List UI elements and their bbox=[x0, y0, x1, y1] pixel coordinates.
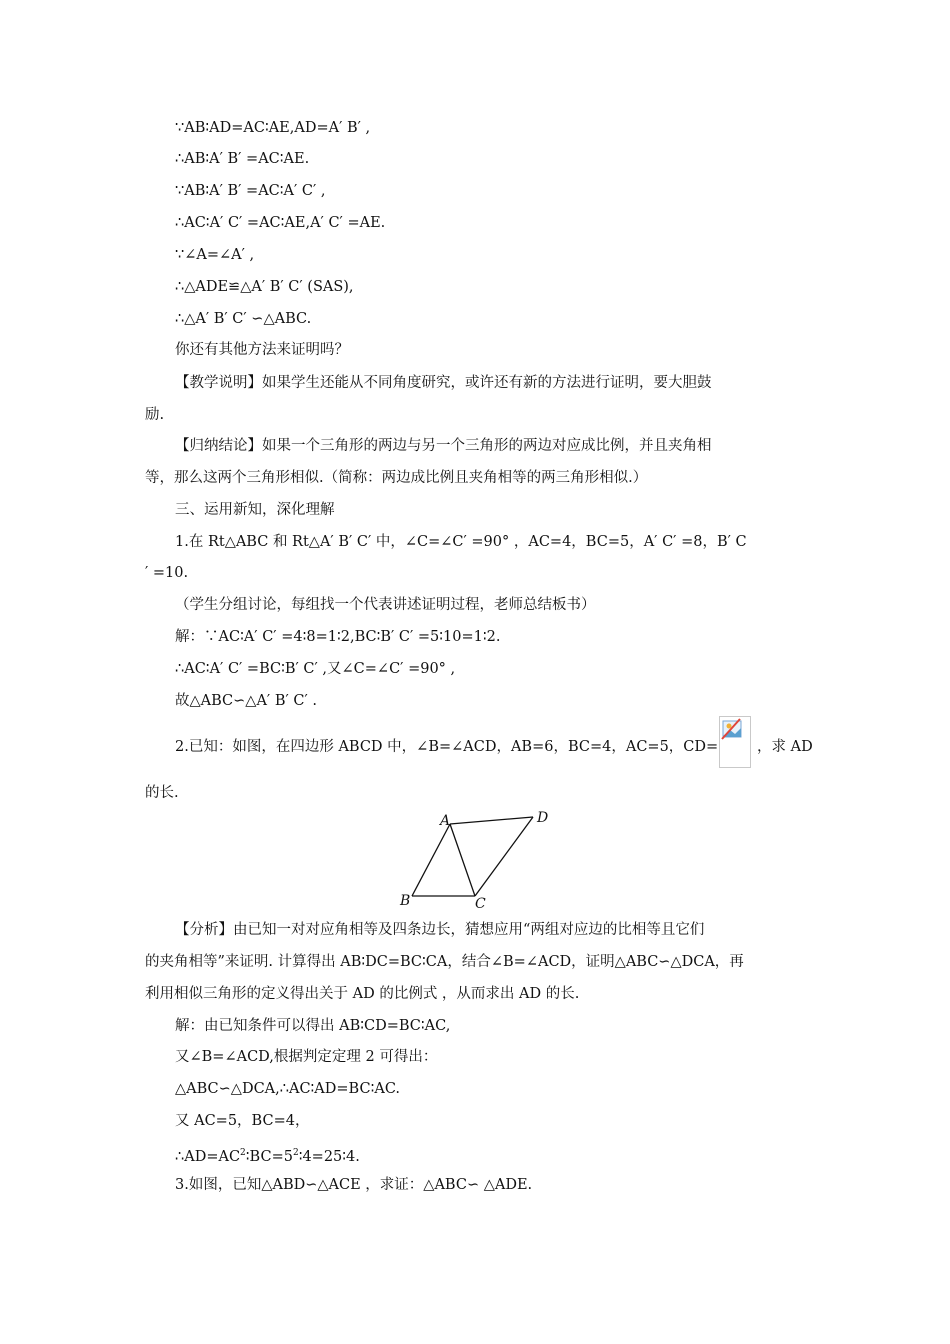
proof-line-6: ∴△ADE≌△A′ B′ C′ (SAS), bbox=[175, 279, 354, 295]
q2-solution-3: △ABC∽△DCA,∴AC∶AD=BC∶AC. bbox=[175, 1081, 401, 1097]
broken-image-icon bbox=[719, 716, 751, 768]
q1-line-1: 1.在 Rt△ABC 和 Rt△A′ B′ C′ 中，∠C=∠C′ =90° ，AC=4，BC=5，A′ C′ =8，B′ C bbox=[175, 534, 747, 550]
q2-line-1-after: ，求 AD bbox=[757, 739, 813, 755]
analysis-line-1: 【分析】由已知一对对应角相等及四条边长，猜想应用“两组对应边的比相等且它们 bbox=[175, 922, 705, 938]
q2-sol5-post: ∶4=25∶4. bbox=[298, 1148, 360, 1165]
q1-discussion: （学生分组讨论，每组找一个代表讲述证明过程，老师总结板书） bbox=[175, 597, 596, 613]
question-other-method: 你还有其他方法来证明吗？ bbox=[175, 342, 349, 358]
proof-line-4: ∴AC∶A′ C′ =AC∶AE,A′ C′ =AE. bbox=[175, 215, 386, 231]
proof-line-3: ∵AB∶A′ B′ =AC∶A′ C′ , bbox=[175, 183, 326, 199]
proof-line-5: ∵∠A=∠A′ , bbox=[175, 247, 255, 263]
vertex-label-c: C bbox=[475, 896, 486, 910]
conclusion-line-1: 【归纳结论】如果一个三角形的两边与另一个三角形的两边对应成比例，并且夹角相 bbox=[175, 438, 712, 454]
teaching-note-line-1: 【教学说明】如果学生还能从不同角度研究，或许还有新的方法进行证明，要大胆鼓 bbox=[175, 375, 712, 391]
conclusion-line-2: 等，那么这两个三角形相似.（简称：两边成比例且夹角相等的两三角形相似.） bbox=[145, 470, 648, 486]
proof-line-2: ∴AB∶A′ B′ =AC∶AE. bbox=[175, 151, 310, 167]
quadrilateral-figure bbox=[395, 805, 565, 910]
q1-solution-3: 故△ABC∽△A′ B′ C′ . bbox=[175, 693, 317, 709]
q2-sol5-pre: ∴AD=AC bbox=[175, 1148, 241, 1165]
q1-solution-1: 解：∵AC∶A′ C′ =4∶8=1∶2,BC∶B′ C′ =5∶10=1∶2. bbox=[175, 629, 501, 645]
vertex-label-a: A bbox=[440, 813, 451, 829]
vertex-label-b: B bbox=[400, 893, 411, 909]
edge-cd bbox=[475, 817, 533, 896]
q2-solution-2: 又∠B=∠ACD,根据判定定理 2 可得出： bbox=[175, 1049, 438, 1065]
q2-solution-4: 又 AC=5，BC=4， bbox=[175, 1113, 310, 1129]
q2-sol5-sup1: 2 bbox=[240, 1148, 246, 1158]
q2-line-2: 的长. bbox=[145, 785, 179, 801]
proof-line-1: ∵AB∶AD=AC∶AE,AD=A′ B′ , bbox=[175, 120, 371, 136]
q2-line-1-before: 2.已知：如图，在四边形 ABCD 中，∠B=∠ACD，AB=6，BC=4，AC=5，CD= bbox=[175, 739, 719, 755]
analysis-line-3: 利用相似三角形的定义得出关于 AD 的比例式 ，从而求出 AD 的长. bbox=[145, 986, 580, 1002]
section-heading: 三、运用新知，深化理解 bbox=[175, 502, 335, 518]
q2-solution-5 bbox=[175, 1143, 360, 1167]
vertex-label-d: D bbox=[537, 810, 549, 826]
edge-ac bbox=[450, 824, 475, 896]
teaching-note-line-2: 励. bbox=[145, 407, 165, 423]
edge-ab bbox=[412, 824, 450, 896]
q2-sol5-sup2: 2 bbox=[292, 1148, 299, 1158]
q3-line: 3.如图，已知△ABD∽△ACE ，求证：△ABC∽ △ADE. bbox=[175, 1177, 533, 1193]
q1-line-2: ′ =10. bbox=[145, 565, 189, 581]
q2-solution-1: 解：由已知条件可以得出 AB∶CD=BC∶AC, bbox=[175, 1018, 451, 1034]
proof-line-7: ∴△A′ B′ C′ ∽△ABC. bbox=[175, 311, 312, 327]
edge-ad bbox=[450, 817, 533, 824]
q1-solution-2: ∴AC∶A′ C′ =BC∶B′ C′ ,又∠C=∠C′ =90° , bbox=[175, 661, 456, 677]
q2-sol5-mid: ∶BC=5 bbox=[245, 1148, 293, 1165]
analysis-line-2: 的夹角相等”来证明. 计算得出 AB∶DC=BC∶CA，结合∠B=∠ACD，证明△ABC∽△DCA，再 bbox=[145, 954, 744, 970]
